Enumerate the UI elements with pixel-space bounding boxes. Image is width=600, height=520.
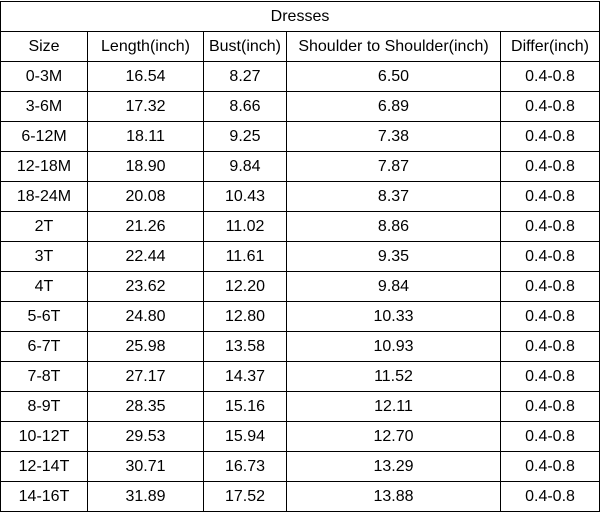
size-cell: 2T <box>1 212 88 242</box>
shoulder-cell: 6.89 <box>287 92 501 122</box>
length-cell: 31.89 <box>88 482 204 512</box>
size-cell: 14-16T <box>1 482 88 512</box>
length-cell: 20.08 <box>88 182 204 212</box>
differ-cell: 0.4-0.8 <box>501 212 600 242</box>
differ-cell: 0.4-0.8 <box>501 452 600 482</box>
header-size: Size <box>1 32 88 62</box>
size-cell: 5-6T <box>1 302 88 332</box>
length-cell: 23.62 <box>88 272 204 302</box>
shoulder-cell: 10.33 <box>287 302 501 332</box>
size-cell: 6-12M <box>1 122 88 152</box>
differ-cell: 0.4-0.8 <box>501 482 600 512</box>
shoulder-cell: 7.87 <box>287 152 501 182</box>
header-shoulder-to-shoulder: Shoulder to Shoulder(inch) <box>287 32 501 62</box>
table-row <box>1 332 600 362</box>
shoulder-cell: 9.35 <box>287 242 501 272</box>
bust-cell: 15.16 <box>204 392 287 422</box>
bust-cell: 16.73 <box>204 452 287 482</box>
table-row <box>1 482 600 512</box>
bust-cell: 12.20 <box>204 272 287 302</box>
shoulder-cell: 7.38 <box>287 122 501 152</box>
length-cell: 17.32 <box>88 92 204 122</box>
shoulder-cell: 8.37 <box>287 182 501 212</box>
bust-cell: 9.84 <box>204 152 287 182</box>
table-row <box>1 212 600 242</box>
length-cell: 30.71 <box>88 452 204 482</box>
title-row <box>1 2 600 32</box>
table-row <box>1 152 600 182</box>
table-body <box>1 62 600 512</box>
differ-cell: 0.4-0.8 <box>501 332 600 362</box>
size-cell: 12-14T <box>1 452 88 482</box>
bust-cell: 9.25 <box>204 122 287 152</box>
size-cell: 8-9T <box>1 392 88 422</box>
bust-cell: 8.66 <box>204 92 287 122</box>
bust-cell: 13.58 <box>204 332 287 362</box>
bust-cell: 14.37 <box>204 362 287 392</box>
size-cell: 3T <box>1 242 88 272</box>
header-bust: Bust(inch) <box>204 32 287 62</box>
table-row <box>1 452 600 482</box>
differ-cell: 0.4-0.8 <box>501 362 600 392</box>
size-cell: 3-6M <box>1 92 88 122</box>
table-row <box>1 302 600 332</box>
table-row <box>1 92 600 122</box>
shoulder-cell: 13.88 <box>287 482 501 512</box>
differ-cell: 0.4-0.8 <box>501 62 600 92</box>
size-cell: 0-3M <box>1 62 88 92</box>
length-cell: 16.54 <box>88 62 204 92</box>
length-cell: 29.53 <box>88 422 204 452</box>
differ-cell: 0.4-0.8 <box>501 392 600 422</box>
shoulder-cell: 13.29 <box>287 452 501 482</box>
differ-cell: 0.4-0.8 <box>501 122 600 152</box>
shoulder-cell: 10.93 <box>287 332 501 362</box>
bust-cell: 10.43 <box>204 182 287 212</box>
length-cell: 25.98 <box>88 332 204 362</box>
table-row <box>1 182 600 212</box>
size-chart-table <box>0 1 600 512</box>
bust-cell: 8.27 <box>204 62 287 92</box>
bust-cell: 11.61 <box>204 242 287 272</box>
table-row <box>1 62 600 92</box>
length-cell: 22.44 <box>88 242 204 272</box>
size-cell: 12-18M <box>1 152 88 182</box>
length-cell: 21.26 <box>88 212 204 242</box>
size-cell: 18-24M <box>1 182 88 212</box>
header-differ: Differ(inch) <box>501 32 600 62</box>
differ-cell: 0.4-0.8 <box>501 92 600 122</box>
shoulder-cell: 12.70 <box>287 422 501 452</box>
table-row <box>1 422 600 452</box>
shoulder-cell: 12.11 <box>287 392 501 422</box>
length-cell: 18.11 <box>88 122 204 152</box>
size-cell: 10-12T <box>1 422 88 452</box>
table-row <box>1 362 600 392</box>
table-row <box>1 272 600 302</box>
length-cell: 28.35 <box>88 392 204 422</box>
size-cell: 4T <box>1 272 88 302</box>
header-row <box>1 32 600 62</box>
length-cell: 27.17 <box>88 362 204 392</box>
size-cell: 6-7T <box>1 332 88 362</box>
shoulder-cell: 8.86 <box>287 212 501 242</box>
bust-cell: 17.52 <box>204 482 287 512</box>
bust-cell: 15.94 <box>204 422 287 452</box>
header-length: Length(inch) <box>88 32 204 62</box>
table-row <box>1 392 600 422</box>
length-cell: 24.80 <box>88 302 204 332</box>
differ-cell: 0.4-0.8 <box>501 302 600 332</box>
differ-cell: 0.4-0.8 <box>501 152 600 182</box>
bust-cell: 12.80 <box>204 302 287 332</box>
table-row <box>1 242 600 272</box>
differ-cell: 0.4-0.8 <box>501 182 600 212</box>
table-row <box>1 122 600 152</box>
size-cell: 7-8T <box>1 362 88 392</box>
differ-cell: 0.4-0.8 <box>501 272 600 302</box>
bust-cell: 11.02 <box>204 212 287 242</box>
length-cell: 18.90 <box>88 152 204 182</box>
shoulder-cell: 6.50 <box>287 62 501 92</box>
differ-cell: 0.4-0.8 <box>501 242 600 272</box>
table-title: Dresses <box>1 2 600 32</box>
shoulder-cell: 11.52 <box>287 362 501 392</box>
differ-cell: 0.4-0.8 <box>501 422 600 452</box>
shoulder-cell: 9.84 <box>287 272 501 302</box>
